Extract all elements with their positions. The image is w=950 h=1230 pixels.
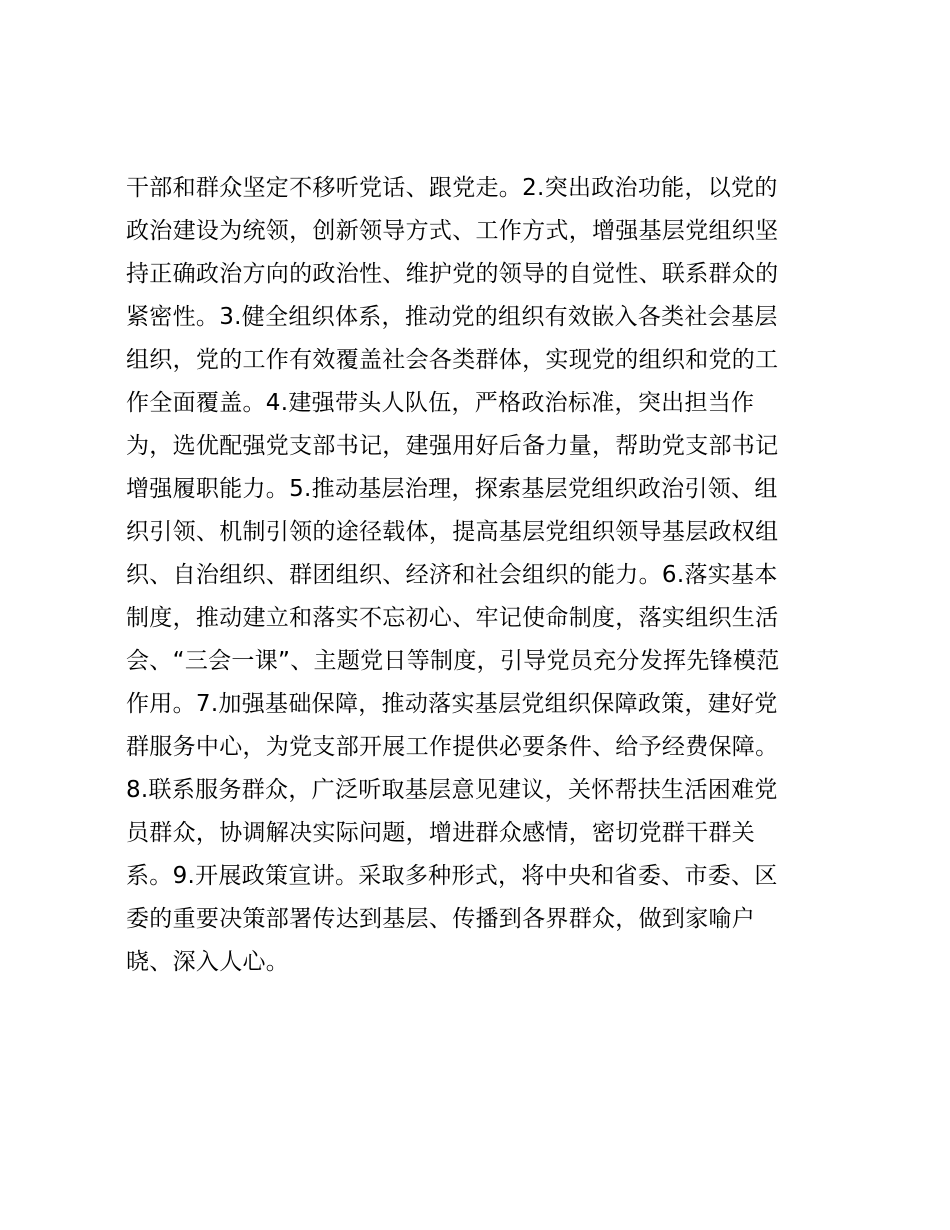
text-line: 群服务中心，为党支部开展工作提供必要条件、给予经费保障。 [126,734,779,760]
text-line: 持正确政治方向的政治性、维护党的领导的自觉性、联系群众的 [126,261,779,287]
body-paragraph [126,167,846,984]
text-line: 作全面覆盖。4.建强带头人队伍，严格政治标准，突出担当作 [126,390,755,416]
text-line: 制度，推动建立和落实不忘初心、牢记使命制度，落实组织生活 [126,605,779,631]
text-line: 组织，党的工作有效覆盖社会各类群体，实现党的组织和党的工 [126,347,779,373]
text-line: 员群众，协调解决实际问题，增进群众感情，密切党群干群关 [126,820,756,846]
text-line: 增强履职能力。5.推动基层治理，探索基层党组织政治引领、组 [126,476,778,502]
text-line: 紧密性。3.健全组织体系，推动党的组织有效嵌入各类社会基层 [126,304,778,330]
text-line: 晓、深入人心。 [126,949,290,975]
text-line: 织引领、机制引领的途径载体，提高基层党组织领导基层政权组 [126,519,779,545]
text-line: 系。9.开展政策宣讲。采取多种形式，将中央和省委、市委、区 [126,863,778,889]
text-line: 干部和群众坚定不移听党话、跟党走。2.突出政治功能，以党的 [126,175,778,201]
text-line: 作用。7.加强基础保障，推动落实基层党组织保障政策，建好党 [126,691,778,717]
text-line: 织、自治组织、群团组织、经济和社会组织的能力。6.落实基本 [126,562,778,588]
text-line: 为，选优配强党支部书记，建强用好后备力量，帮助党支部书记 [126,433,779,459]
text-line: 8.联系服务群众，广泛听取基层意见建议，关怀帮扶生活困难党 [126,777,778,803]
text-line: 政治建设为统领，创新领导方式、工作方式，增强基层党组织坚 [126,218,779,244]
text-line: 委的重要决策部署传达到基层、传播到各界群众，做到家喻户 [126,906,756,932]
text-line: 会、“三会一课”、主题党日等制度，引导党员充分发挥先锋模范 [126,648,780,674]
